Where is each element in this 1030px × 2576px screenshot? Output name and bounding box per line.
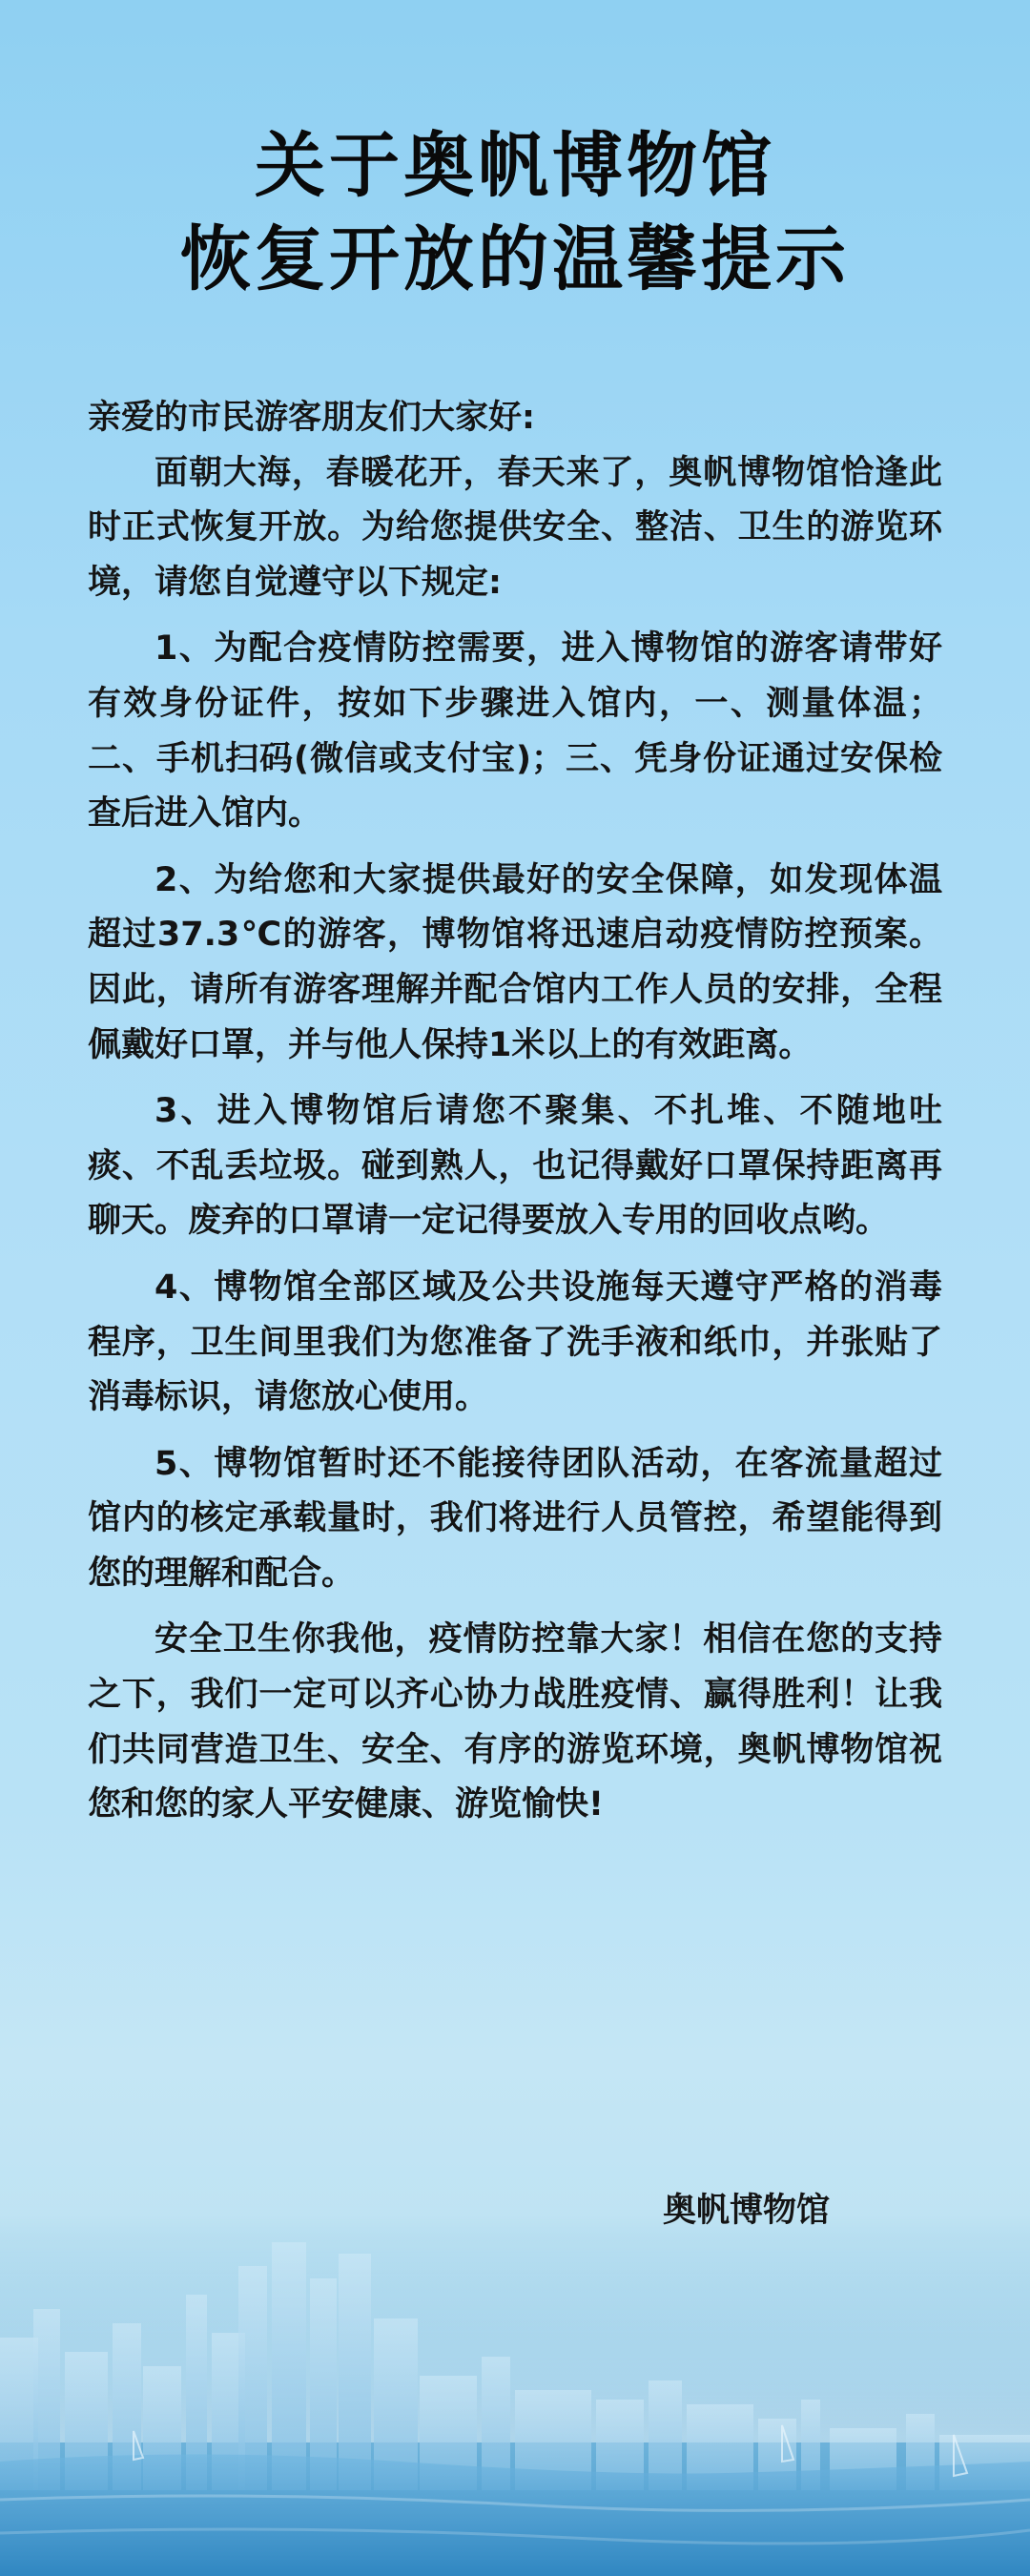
paragraph-closing: 安全卫生你我他，疫情防控靠大家！相信在您的支持之下，我们一定可以齐心协力战胜疫情、赢得胜利！让我们共同营造卫生、安全、有序的游览环境，奥帆博物馆祝您和您的家人平安健康、游览愉快!	[88, 1620, 942, 1824]
signature: 奥帆博物馆	[663, 2192, 831, 2230]
title-line-2: 恢复开放的温馨提示	[180, 218, 850, 300]
paragraph-rule-1: 1、为配合疫情防控需要，进入博物馆的游客请带好有效身份证件，按如下步骤进入馆内，一、测量体温；二、手机扫码(微信或支付宝)；三、凭身份证通过安保检查后进入馆内。	[88, 629, 942, 834]
notice-body	[88, 391, 942, 1833]
paragraph-rule-4: 4、博物馆全部区域及公共设施每天遵守严格的消毒程序，卫生间里我们为您准备了洗手液和纸巾，并张贴了消毒标识，请您放心使用。	[88, 1267, 942, 1417]
paragraph-rule-3: 3、进入博物馆后请您不聚集、不扎堆、不随地吐痰、不乱丢垃圾。碰到熟人，也记得戴好口罩保持距离再聊天。废弃的口罩请一定记得要放入专用的回收点哟。	[88, 1092, 942, 1241]
paragraph-rule-2: 2、为给您和大家提供最好的安全保障，如发现体温超过37.3℃的游客，博物馆将迅速启动疫情防控预案。因此，请所有游客理解并配合馆内工作人员的安排，全程佩戴好口罩，并与他人保持1米以上的有效距离。	[88, 860, 942, 1064]
paragraph-rule-5: 5、博物馆暂时还不能接待团队活动，在客流量超过馆内的核定承载量时，我们将进行人员管控，希望能得到您的理解和配合。	[88, 1444, 942, 1593]
city-skyline-illustration	[0, 2175, 1030, 2576]
greeting: 亲爱的市民游客朋友们大家好:	[88, 399, 535, 437]
paragraph-intro: 面朝大海，春暖花开，春天来了，奥帆博物馆恰逢此时正式恢复开放。为给您提供安全、整洁、卫生的游览环境，请您自觉遵守以下规定:	[88, 453, 942, 602]
notice-title	[0, 119, 1030, 306]
sea-water	[0, 2455, 1030, 2576]
title-line-1: 关于奥帆博物馆	[255, 125, 775, 207]
